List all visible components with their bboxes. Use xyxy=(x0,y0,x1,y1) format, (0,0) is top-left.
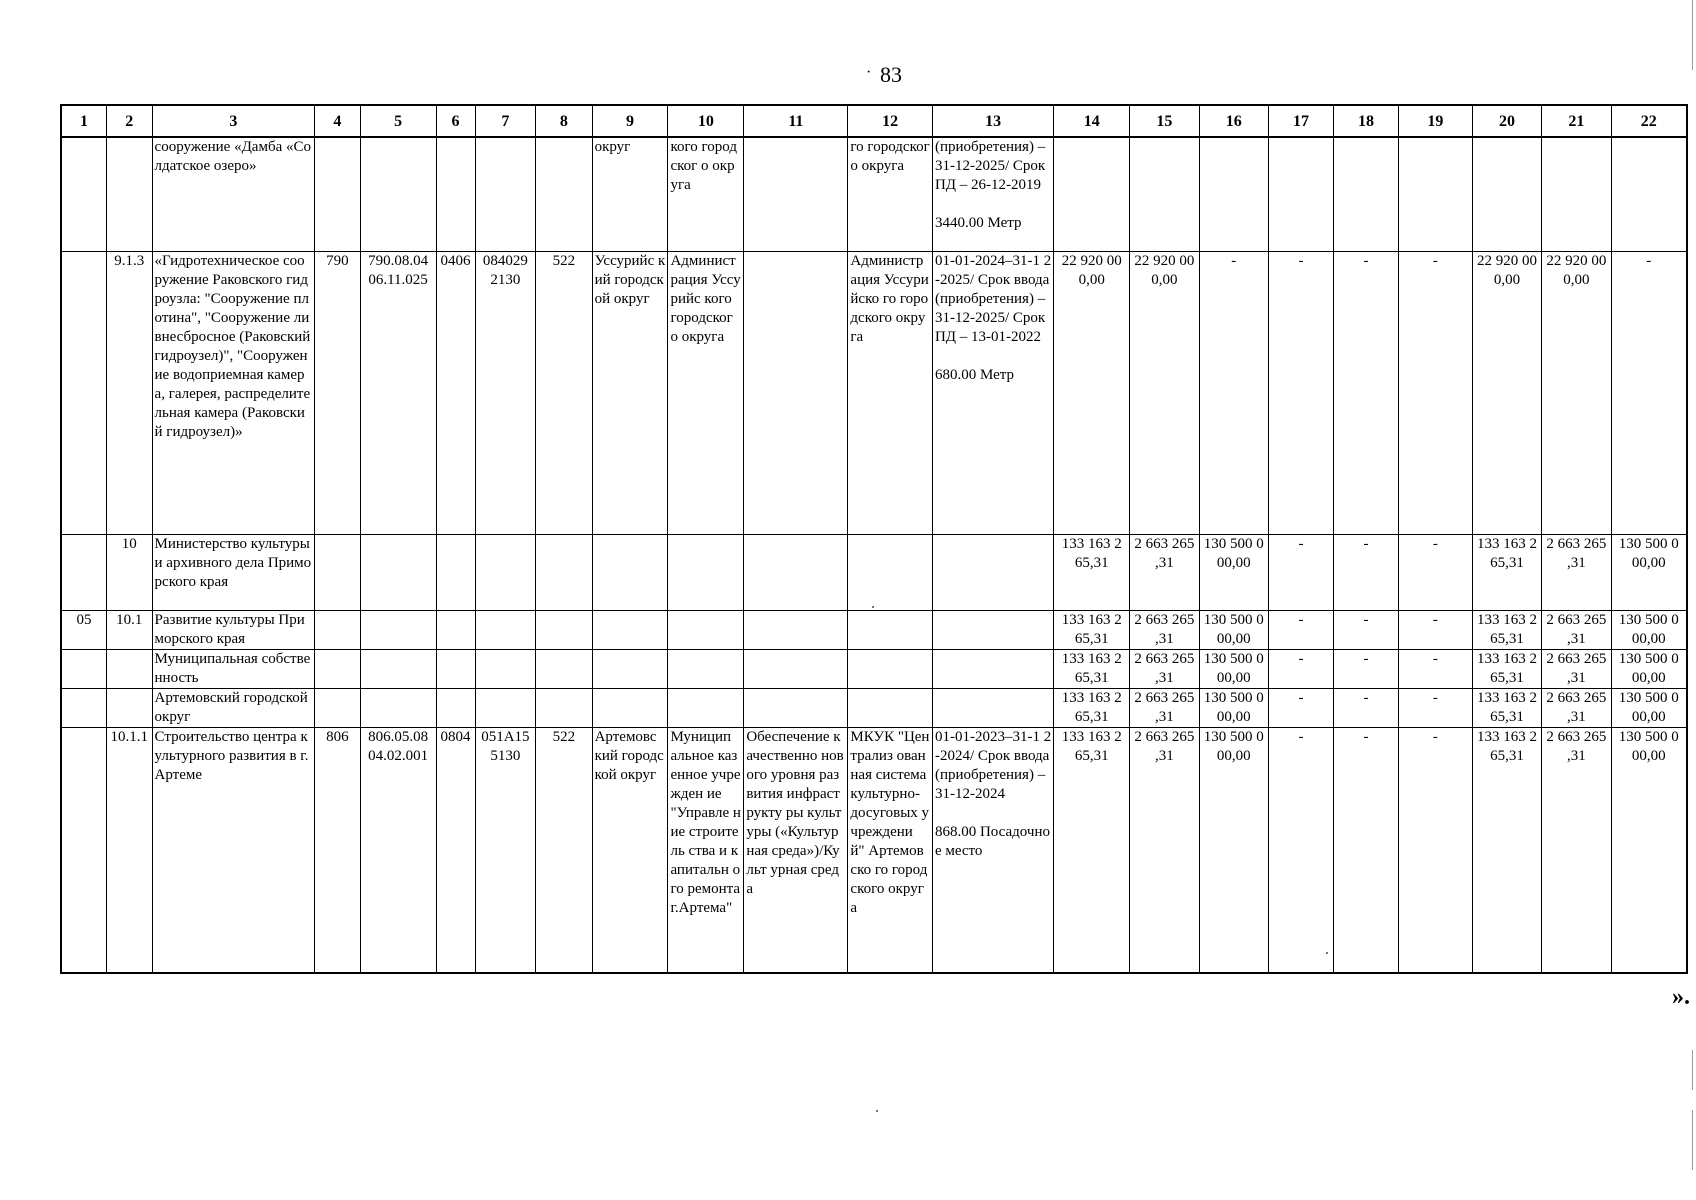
cell xyxy=(436,610,475,649)
cell: Строительство центра культурного развития в г. Артеме xyxy=(152,727,315,973)
cell: 2 663 265 ,31 xyxy=(1542,727,1611,973)
cell: - xyxy=(1268,688,1333,727)
cell xyxy=(668,534,744,610)
cell: 130 500 0 00,00 xyxy=(1611,610,1687,649)
cell: 133 163 2 65,31 xyxy=(1472,688,1541,727)
scan-speck xyxy=(1326,952,1328,954)
cell: Обеспечение качественно нового уровня развития инфраструкту ры культуры («Культурная среда»)/Культ урная среда xyxy=(744,727,848,973)
cell: - xyxy=(1334,727,1399,973)
cell xyxy=(744,610,848,649)
cell: - xyxy=(1334,251,1399,534)
cell: Артемовский городской округ xyxy=(152,688,315,727)
col-header: 14 xyxy=(1054,105,1130,137)
cell: 10.1.1 xyxy=(107,727,153,973)
cell: - xyxy=(1399,251,1473,534)
cell xyxy=(848,688,933,727)
cell xyxy=(475,688,536,727)
cell-part: 01-01-2024–31-1 2-2025/ Срок ввода (приобретения) – 31-12-2025/ Срок ПД – 13-01-2022 xyxy=(934,252,1052,345)
cell: 2 663 265 ,31 xyxy=(1130,610,1199,649)
cell: 133 163 2 65,31 xyxy=(1472,727,1541,973)
col-header: 6 xyxy=(436,105,475,137)
cell xyxy=(436,534,475,610)
cell xyxy=(932,727,1053,973)
cell: - xyxy=(1268,534,1333,610)
cell: 130 500 0 00,00 xyxy=(1199,727,1268,973)
cell xyxy=(315,649,361,688)
cell xyxy=(592,534,668,610)
cell: - xyxy=(1399,610,1473,649)
cell xyxy=(1542,137,1611,251)
cell xyxy=(360,534,436,610)
cell: 133 163 2 65,31 xyxy=(1054,534,1130,610)
cell: 806.05.08 04.02.001 xyxy=(360,727,436,973)
cell-part: 01-01-2023–31-1 2-2024/ Срок ввода (приобретения) – 31-12-2024 xyxy=(934,728,1052,802)
col-header: 12 xyxy=(848,105,933,137)
cell xyxy=(848,534,933,610)
scan-edge-line xyxy=(1692,1050,1693,1090)
cell xyxy=(744,534,848,610)
scan-speck xyxy=(872,606,874,608)
col-header: 1 xyxy=(61,105,107,137)
cell xyxy=(61,534,107,610)
cell: 05 xyxy=(61,610,107,649)
cell xyxy=(61,251,107,534)
cell xyxy=(475,649,536,688)
col-header: 7 xyxy=(475,105,536,137)
cell: - xyxy=(1268,727,1333,973)
col-header: 20 xyxy=(1472,105,1541,137)
cell: 522 xyxy=(536,251,592,534)
cell xyxy=(1054,137,1130,251)
cell: - xyxy=(1199,251,1268,534)
col-header: 10 xyxy=(668,105,744,137)
cell: 130 500 0 00,00 xyxy=(1199,534,1268,610)
cell: 130 500 0 00,00 xyxy=(1199,610,1268,649)
cell xyxy=(1130,137,1199,251)
cell: Артемовс кий городской округ xyxy=(592,727,668,973)
cell: - xyxy=(1334,610,1399,649)
cell: - xyxy=(1399,649,1473,688)
cell: 133 163 2 65,31 xyxy=(1054,688,1130,727)
continuation-mark: ». xyxy=(1672,984,1690,1010)
col-header: 18 xyxy=(1334,105,1399,137)
table-row xyxy=(61,534,1687,610)
cell: 051А15 5130 xyxy=(475,727,536,973)
cell: 130 500 0 00,00 xyxy=(1611,534,1687,610)
cell: 133 163 2 65,31 xyxy=(1472,610,1541,649)
cell: 9.1.3 xyxy=(107,251,153,534)
cell xyxy=(536,534,592,610)
cell-part: (приобретения) – 31-12-2025/ Срок ПД – 26-12-2019 xyxy=(934,139,1046,193)
cell: 10.1 xyxy=(107,610,153,649)
cell xyxy=(932,137,1053,251)
cell xyxy=(592,688,668,727)
cell: Администр ация Уссурийско го городского округа xyxy=(848,251,933,534)
cell xyxy=(932,688,1053,727)
col-header: 13 xyxy=(932,105,1053,137)
col-header: 5 xyxy=(360,105,436,137)
cell xyxy=(592,610,668,649)
cell: 790 xyxy=(315,251,361,534)
table-row xyxy=(61,610,1687,649)
table-row xyxy=(61,137,1687,251)
cell xyxy=(360,137,436,251)
cell xyxy=(436,137,475,251)
cell: - xyxy=(1268,251,1333,534)
cell: 0804 xyxy=(436,727,475,973)
cell: - xyxy=(1611,251,1687,534)
cell: 130 500 0 00,00 xyxy=(1611,727,1687,973)
cell xyxy=(315,610,361,649)
cell: Уссурийс кий городской округ xyxy=(592,251,668,534)
cell: го городского округа xyxy=(848,137,933,251)
cell: 130 500 0 00,00 xyxy=(1199,688,1268,727)
cell: - xyxy=(1399,727,1473,973)
cell xyxy=(1268,137,1333,251)
cell: - xyxy=(1399,688,1473,727)
col-header: 19 xyxy=(1399,105,1473,137)
cell xyxy=(315,688,361,727)
cell xyxy=(61,137,107,251)
cell xyxy=(436,649,475,688)
cell: Муницип альное казенное учрежден ие "Управле ние строитель ства и капитальн ого ремонта г.Артема" xyxy=(668,727,744,973)
col-header: 22 xyxy=(1611,105,1687,137)
cell xyxy=(668,649,744,688)
cell: 133 163 2 65,31 xyxy=(1054,727,1130,973)
cell: - xyxy=(1268,610,1333,649)
cell xyxy=(592,649,668,688)
cell: «Гидротехническое сооружение Раковского гидроузла: "Сооружение плотина", "Сооружение ливнесбросное (Раковский гидроузел)", "Сооружение водоприемная камера, галерея, распределительная камера (Раковский гидроузел)» xyxy=(152,251,315,534)
col-header: 3 xyxy=(152,105,315,137)
cell xyxy=(1334,137,1399,251)
cell-part: 680.00 Метр xyxy=(934,366,1014,383)
cell: 130 500 0 00,00 xyxy=(1199,649,1268,688)
cell xyxy=(436,688,475,727)
cell xyxy=(744,137,848,251)
cell: 22 920 00 0,00 xyxy=(1472,251,1541,534)
cell: 2 663 265 ,31 xyxy=(1542,610,1611,649)
cell xyxy=(107,137,153,251)
cell: округ xyxy=(592,137,668,251)
cell: Развитие культуры Приморского края xyxy=(152,610,315,649)
cell: 2 663 265 ,31 xyxy=(1130,688,1199,727)
cell xyxy=(668,610,744,649)
cell xyxy=(744,649,848,688)
cell xyxy=(536,688,592,727)
col-header: 21 xyxy=(1542,105,1611,137)
cell: 2 663 265 ,31 xyxy=(1130,534,1199,610)
scan-speck xyxy=(876,1110,878,1112)
cell xyxy=(932,251,1053,534)
cell: сооружение «Дамба «Солдатское озеро» xyxy=(152,137,315,251)
table-row xyxy=(61,727,1687,973)
cell: Муниципальная собственность xyxy=(152,649,315,688)
cell: 806 xyxy=(315,727,361,973)
cell: 084029 2130 xyxy=(475,251,536,534)
cell: 133 163 2 65,31 xyxy=(1472,534,1541,610)
cell-gap xyxy=(935,804,1051,823)
col-header: 17 xyxy=(1268,105,1333,137)
cell xyxy=(848,610,933,649)
cell: - xyxy=(1399,534,1473,610)
cell xyxy=(475,137,536,251)
cell: МКУК "Централиз ованная система культурно- досуговых учреждени й" Артемовско го городского округа xyxy=(848,727,933,973)
cell xyxy=(848,649,933,688)
cell xyxy=(107,688,153,727)
cell: 2 663 265 ,31 xyxy=(1130,727,1199,973)
col-header: 15 xyxy=(1130,105,1199,137)
col-header: 16 xyxy=(1199,105,1268,137)
cell xyxy=(744,688,848,727)
cell xyxy=(61,649,107,688)
cell: 2 663 265 ,31 xyxy=(1130,649,1199,688)
cell xyxy=(536,649,592,688)
cell: - xyxy=(1268,649,1333,688)
cell xyxy=(1472,137,1541,251)
cell xyxy=(61,727,107,973)
cell: 2 663 265 ,31 xyxy=(1542,688,1611,727)
cell: 133 163 2 65,31 xyxy=(1472,649,1541,688)
cell xyxy=(536,137,592,251)
cell xyxy=(107,649,153,688)
table-row xyxy=(61,649,1687,688)
cell: 22 920 00 0,00 xyxy=(1542,251,1611,534)
cell-part: 3440.00 Метр xyxy=(934,215,1022,231)
table-row xyxy=(61,251,1687,534)
cell: - xyxy=(1334,534,1399,610)
cell xyxy=(475,610,536,649)
header-row xyxy=(61,105,1687,137)
scan-edge-line xyxy=(1692,0,1693,70)
cell xyxy=(744,251,848,534)
cell: 2 663 265 ,31 xyxy=(1542,649,1611,688)
cell: 790.08.04 06.11.025 xyxy=(360,251,436,534)
cell xyxy=(1399,137,1473,251)
cell: 130 500 0 00,00 xyxy=(1611,688,1687,727)
cell xyxy=(315,534,361,610)
cell-part: 868.00 Посадочное место xyxy=(934,823,1050,859)
col-header: 4 xyxy=(315,105,361,137)
cell: 10 xyxy=(107,534,153,610)
page-number: 83 xyxy=(880,62,902,87)
col-header: 8 xyxy=(536,105,592,137)
cell: кого городског о округа xyxy=(668,137,744,251)
cell xyxy=(668,688,744,727)
cell: Админист рация Уссурийс кого городског о округа xyxy=(668,251,744,534)
cell: 0406 xyxy=(436,251,475,534)
cell xyxy=(315,137,361,251)
col-header: 9 xyxy=(592,105,668,137)
cell-gap xyxy=(935,347,1051,366)
cell: Министерство культуры и архивного дела Приморского края xyxy=(152,534,315,610)
col-header: 11 xyxy=(744,105,848,137)
cell: 133 163 2 65,31 xyxy=(1054,610,1130,649)
cell xyxy=(360,688,436,727)
scan-edge-line xyxy=(1692,1110,1693,1170)
cell xyxy=(1611,137,1687,251)
cell xyxy=(360,649,436,688)
cell: 22 920 00 0,00 xyxy=(1130,251,1199,534)
cell: 2 663 265 ,31 xyxy=(1542,534,1611,610)
cell xyxy=(1199,137,1268,251)
cell xyxy=(932,649,1053,688)
table-row xyxy=(61,688,1687,727)
cell xyxy=(932,610,1053,649)
cell: 133 163 2 65,31 xyxy=(1054,649,1130,688)
budget-table xyxy=(60,104,1688,974)
cell xyxy=(536,610,592,649)
cell xyxy=(475,534,536,610)
cell xyxy=(360,610,436,649)
cell xyxy=(932,534,1053,610)
cell xyxy=(61,688,107,727)
cell-gap xyxy=(935,195,1051,214)
cell: - xyxy=(1334,688,1399,727)
cell: 130 500 0 00,00 xyxy=(1611,649,1687,688)
col-header: 2 xyxy=(107,105,153,137)
cell: 522 xyxy=(536,727,592,973)
page-number-dot: · xyxy=(866,64,872,81)
cell: - xyxy=(1334,649,1399,688)
cell: 22 920 00 0,00 xyxy=(1054,251,1130,534)
